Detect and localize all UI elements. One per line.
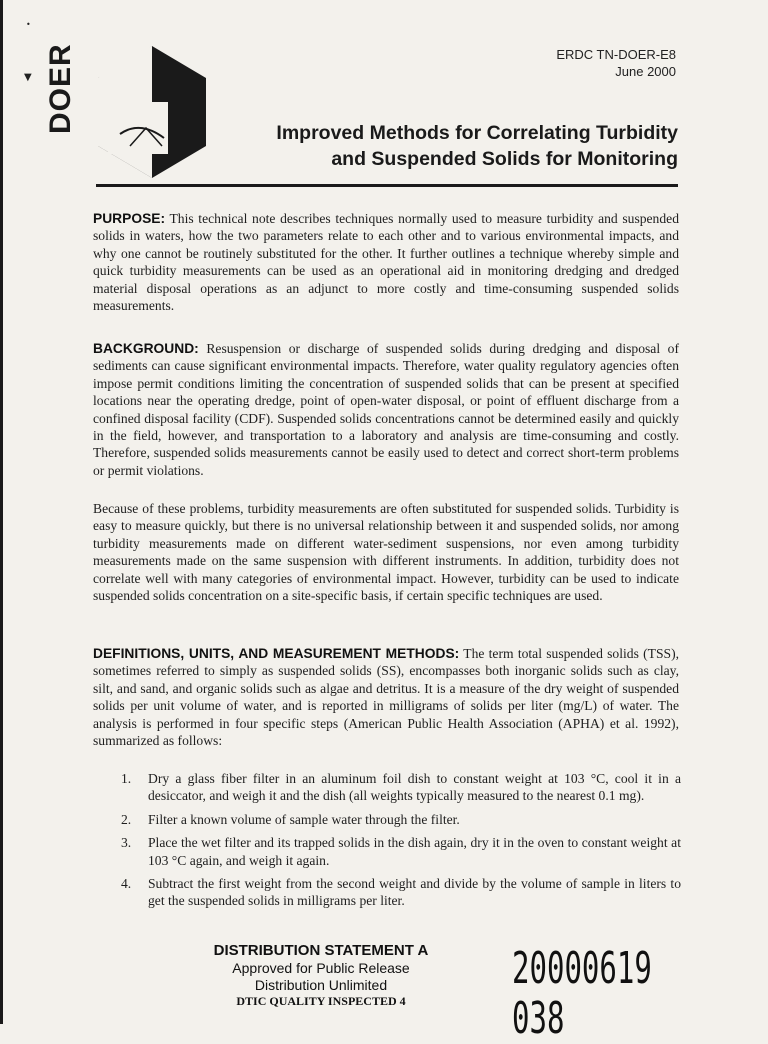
title-rule — [96, 184, 678, 187]
background-paragraph-2: Because of these problems, turbidity measurements are often substituted for suspended solids. Turbidity is easy to measure quickly, but there is no universal relationship between it and suspended solids, nor among turbidity measurements made on different water-sediment suspensions, nor even among turbidity measurements made on the same suspension with different instruments. In addition, turbidity does not correlate well with many categories of environmental impact. However, turbidity can be used to indicate suspended solids concentration on a site-specific basis, if certain specific techniques are used. — [93, 501, 679, 604]
doc-number: ERDC TN-DOER-E8 — [556, 47, 676, 62]
background-heading: BACKGROUND: — [93, 341, 199, 356]
list-item — [121, 770, 681, 805]
step-number: 4. — [121, 876, 132, 892]
background-paragraph — [93, 340, 679, 479]
doer-logo — [44, 42, 208, 182]
background-text: Resuspension or discharge of suspended solids during dredging and disposal of sediments can cause significant environmental impacts. Therefore, water quality regulatory agencies often impose permit conditions limiting the concentration of suspended solids that can be present at specified locations near the operating dredge, point of open-water disposal, or point of effluent discharge from a confined disposal facility (CDF). Suspended solids concentrations cannot be determined easily and quickly in the field, however, and transportation to a laboratory and analysis are time-consuming and costly. Therefore, suspended solids measurements cannot be easily used to detect and correct short-term problems or permit violations. — [93, 341, 679, 478]
list-item — [121, 834, 681, 869]
measurement-steps-list — [121, 770, 681, 916]
doc-date: June 2000 — [615, 64, 676, 79]
purpose-paragraph — [93, 210, 679, 314]
purpose-text: This technical note describes techniques normally used to measure turbidity and suspended solids in waters, how the two parameters relate to each other and to various environmental impacts, and why one cannot be routinely substituted for the other. It further outlines a technique whereby simple and quick turbidity measurements can be used as an operational aid in monitoring dredging and dredged material disposal operations as an adjunct to more costly and time-consuming suspended solids measurements. — [93, 211, 679, 314]
definitions-paragraph — [93, 645, 679, 749]
step-text: Subtract the first weight from the second weight and divide by the volume of sample in liters to get the suspended solids in milligrams per liter. — [148, 876, 681, 909]
title-line-2: and Suspended Solids for Monitoring — [331, 148, 678, 170]
purpose-heading: PURPOSE: — [93, 211, 166, 226]
accession-number: 20000619 038 — [512, 943, 652, 1044]
definitions-heading: DEFINITIONS, UNITS, AND MEASUREMENT METHODS: — [93, 646, 460, 661]
step-number: 2. — [121, 811, 132, 827]
logo-text: DOER — [44, 43, 77, 134]
list-item — [121, 811, 681, 828]
title-line-1: Improved Methods for Correlating Turbidity — [276, 122, 678, 144]
step-text: Dry a glass fiber filter in an aluminum foil dish to constant weight at 103 °C, cool it in a desiccator, and weigh it and the dish (all weights typically measured to the nearest 0.1 mg). — [148, 771, 681, 804]
distribution-statement — [196, 942, 446, 1008]
step-text: Place the wet filter and its trapped solids in the dish again, dry it in the oven to constant weight at 103 °C again, and weigh it again. — [148, 835, 681, 868]
step-text: Filter a known volume of sample water through the filter. — [148, 811, 460, 827]
distribution-unlimited: Distribution Unlimited — [254, 977, 388, 993]
step-number: 3. — [121, 835, 132, 851]
step-number: 1. — [121, 771, 132, 786]
dtic-quality-stamp: DTIC QUALITY INSPECTED 4 — [236, 994, 406, 1008]
definitions-text: The term total suspended solids (TSS), sometimes referred to simply as suspended solids (SS), encompasses both inorganic solids such as clay, silt, and sand, and organic solids such as algae and detritus. It is a measure of the dry weight of suspended solids per unit volume of water, and is reported in milligrams of solids per liter (mg/L) of water. The analysis is performed in four specific steps (American Public Health Association (APHA) et al. 1992), summarized as follows: — [93, 646, 679, 749]
distribution-heading: DISTRIBUTION STATEMENT A — [213, 942, 429, 959]
list-item — [121, 875, 681, 910]
scan-speck: • — [26, 20, 31, 29]
distribution-release: Approved for Public Release — [232, 960, 410, 976]
document-id — [556, 46, 676, 80]
page-title — [212, 120, 678, 172]
scan-mark-icon: ▼ — [24, 72, 32, 83]
